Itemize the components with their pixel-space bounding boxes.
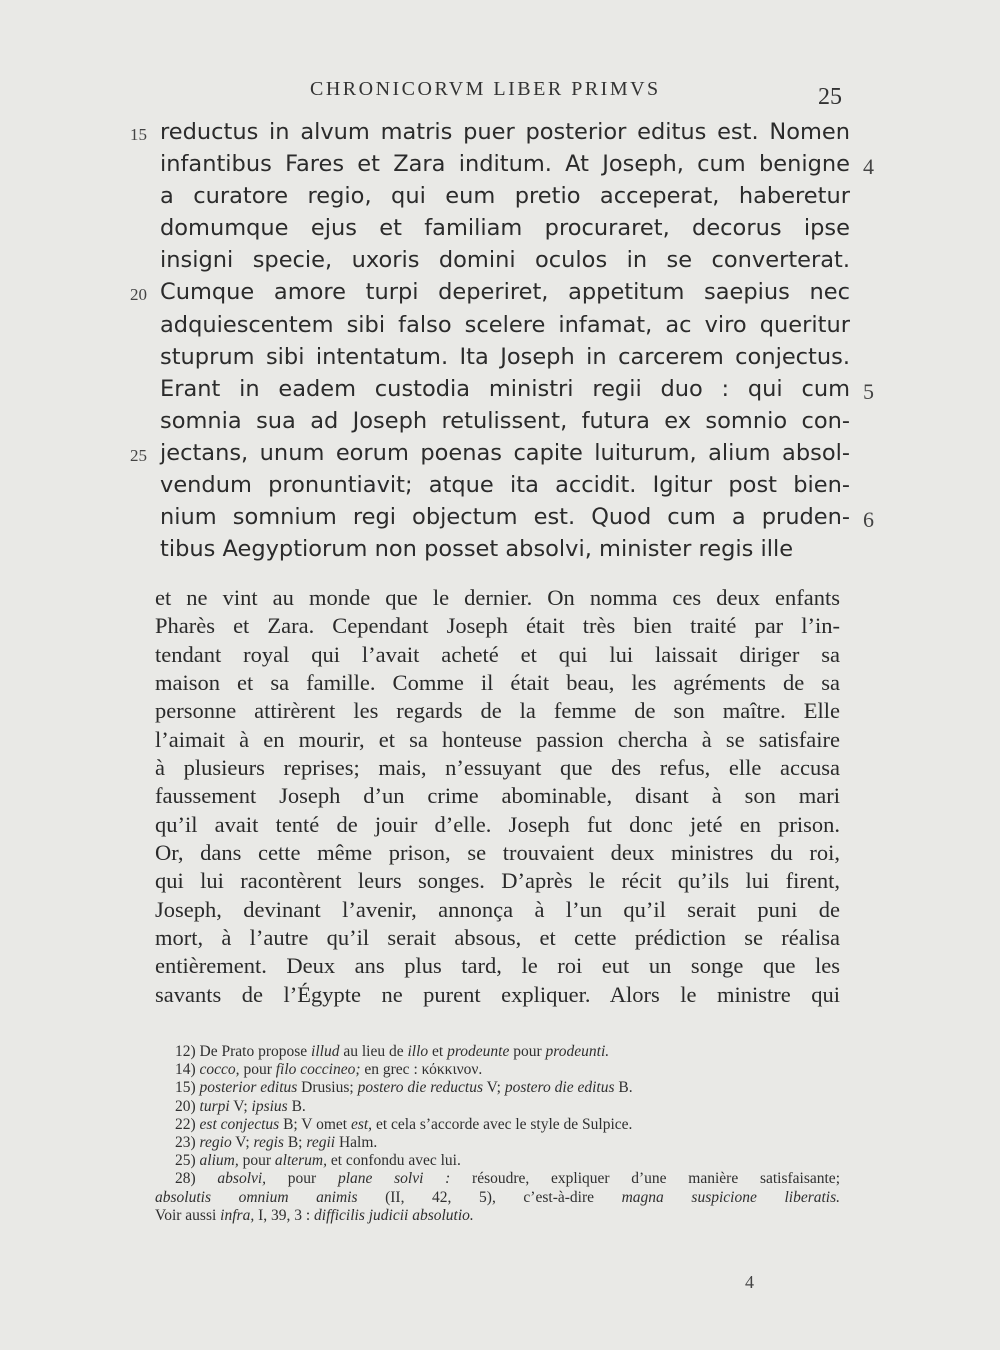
footnote-23: 23) regio V; regis B; regii Halm. bbox=[175, 1133, 378, 1151]
latin-text-block bbox=[130, 116, 874, 565]
french-line: mort, à l’autre qu’il serait absous, et cette prédiction se réalisa bbox=[155, 925, 840, 951]
latin-line bbox=[160, 309, 850, 341]
chapter-margin-number: 5 bbox=[863, 378, 874, 404]
footnotes bbox=[155, 1043, 840, 1225]
latin-line-text: a curatore regio, qui eum pretio acceperat, haberetur bbox=[160, 183, 850, 210]
signature-mark: 4 bbox=[745, 1272, 754, 1292]
footnote-28-line-2: absolutis omnium animis (II, 42, 5), c’est-à-dire magna suspicione liberatis. bbox=[155, 1188, 840, 1206]
latin-line-text: somnia sua ad Joseph retulissent, futura ex somnio con- bbox=[160, 407, 850, 434]
french-line: maison et sa famille. Comme il était beau, les agréments de sa bbox=[155, 670, 840, 696]
french-line: Joseph, devinant l’avenir, annonça à l’un qu’il serait puni de bbox=[155, 896, 840, 922]
latin-line bbox=[130, 276, 850, 308]
latin-line bbox=[160, 212, 850, 244]
latin-line-text: infantibus Fares et Zara inditum. At Joseph, cum benigne bbox=[160, 151, 850, 178]
latin-line bbox=[130, 116, 850, 148]
latin-line-text: jectans, unum eorum poenas capite luiturum, alium absol- bbox=[160, 439, 850, 466]
latin-line-text: insigni specie, uxoris domini oculos in se converterat. bbox=[160, 247, 850, 274]
latin-line-text: tibus Aegyptiorum non posset absolvi, minister regis ille bbox=[160, 536, 794, 563]
footnote-22: 22) est conjectus B; V omet est, et cela s’accorde avec le style de Sulpice. bbox=[175, 1115, 633, 1133]
footnote-28-line-3: Voir aussi infra, I, 39, 3 : difficilis judicii absolutio. bbox=[155, 1206, 474, 1224]
french-line: qui lui racontèrent leurs songes. D’après le récit qu’ils lui firent, bbox=[155, 868, 840, 894]
french-line: savants de l’Égypte ne purent expliquer. Alors le ministre qui bbox=[155, 981, 840, 1007]
latin-line bbox=[130, 437, 850, 469]
latin-line-text: stuprum sibi intentatum. Ita Joseph in carcerem conjectus. bbox=[160, 343, 850, 370]
french-line: faussement Joseph d’un crime abominable, disant à son mari bbox=[155, 783, 840, 809]
french-translation-block bbox=[155, 584, 840, 1009]
line-number: 25 bbox=[130, 445, 147, 465]
french-line: et ne vint au monde que le dernier. On nomma ces deux enfants bbox=[155, 585, 840, 610]
footnote-14: 14) cocco, pour filo coccineo; en grec : κόκκινον. bbox=[175, 1061, 483, 1079]
running-head: CHRONICORVM LIBER PRIMVS bbox=[310, 78, 661, 100]
french-line: tendant royal qui l’avait acheté et qui lui laissait diriger sa bbox=[155, 641, 840, 667]
footnote-20: 20) turpi V; ipsius B. bbox=[175, 1097, 306, 1115]
footnote-15: 15) posterior editus Drusius; postero die reductus V; postero die editus B. bbox=[175, 1079, 633, 1097]
footnote-28: 28) absolvi, pour plane solvi : résoudre, expliquer d’une manière satisfaisante; bbox=[175, 1170, 840, 1188]
french-line: entièrement. Deux ans plus tard, le roi eut un songe que les bbox=[155, 953, 840, 979]
french-line: Or, dans cette même prison, se trouvaient deux ministres du roi, bbox=[155, 840, 840, 866]
french-line: Pharès et Zara. Cependant Joseph était très bien traité par l’in- bbox=[155, 613, 840, 639]
latin-line-text: adquiescentem sibi falso scelere infamat, ac viro queritur bbox=[160, 311, 850, 338]
latin-line bbox=[160, 469, 850, 501]
latin-line-text: domumque ejus et familiam procuraret, decorus ipse bbox=[160, 215, 850, 242]
french-line: personne attirèrent les regards de la femme de son maître. Elle bbox=[155, 698, 840, 724]
footnote-25: 25) alium, pour alterum, et confondu avec lui. bbox=[175, 1152, 461, 1170]
latin-line-text: Cumque amore turpi deperiret, appetitum saepius nec bbox=[160, 279, 850, 306]
chapter-margin-number: 4 bbox=[863, 154, 874, 180]
latin-line bbox=[160, 180, 850, 212]
line-number: 15 bbox=[130, 125, 147, 144]
latin-line bbox=[160, 373, 874, 405]
latin-line-text: vendum pronuntiavit; atque ita accidit. Igitur post bien- bbox=[160, 472, 850, 499]
line-number: 20 bbox=[130, 285, 147, 305]
page-number: 25 bbox=[818, 84, 842, 110]
french-line: l’aimait à en mourir, et sa honteuse passion chercha à se satisfaire bbox=[155, 726, 840, 752]
footnote-12: 12) De Prato propose illud au lieu de illo et prodeunte pour prodeunti. bbox=[175, 1043, 610, 1060]
latin-line bbox=[160, 148, 874, 180]
latin-line-text: nium somnium regi objectum est. Quod cum a pruden- bbox=[160, 504, 850, 531]
latin-line bbox=[160, 341, 850, 373]
latin-line bbox=[160, 405, 850, 437]
latin-line bbox=[160, 501, 874, 533]
latin-line-text: reductus in alvum matris puer posterior editus est. Nomen bbox=[160, 119, 850, 145]
latin-line bbox=[160, 533, 850, 565]
french-line: qu’il avait tenté de jouir d’elle. Joseph fut donc jeté en prison. bbox=[155, 811, 840, 837]
chapter-margin-number: 6 bbox=[863, 507, 874, 533]
latin-line bbox=[160, 244, 850, 276]
french-line: à plusieurs reprises; mais, n’essuyant que des refus, elle accusa bbox=[155, 755, 840, 781]
latin-line-text: Erant in eadem custodia ministri regii duo : qui cum bbox=[160, 375, 850, 402]
